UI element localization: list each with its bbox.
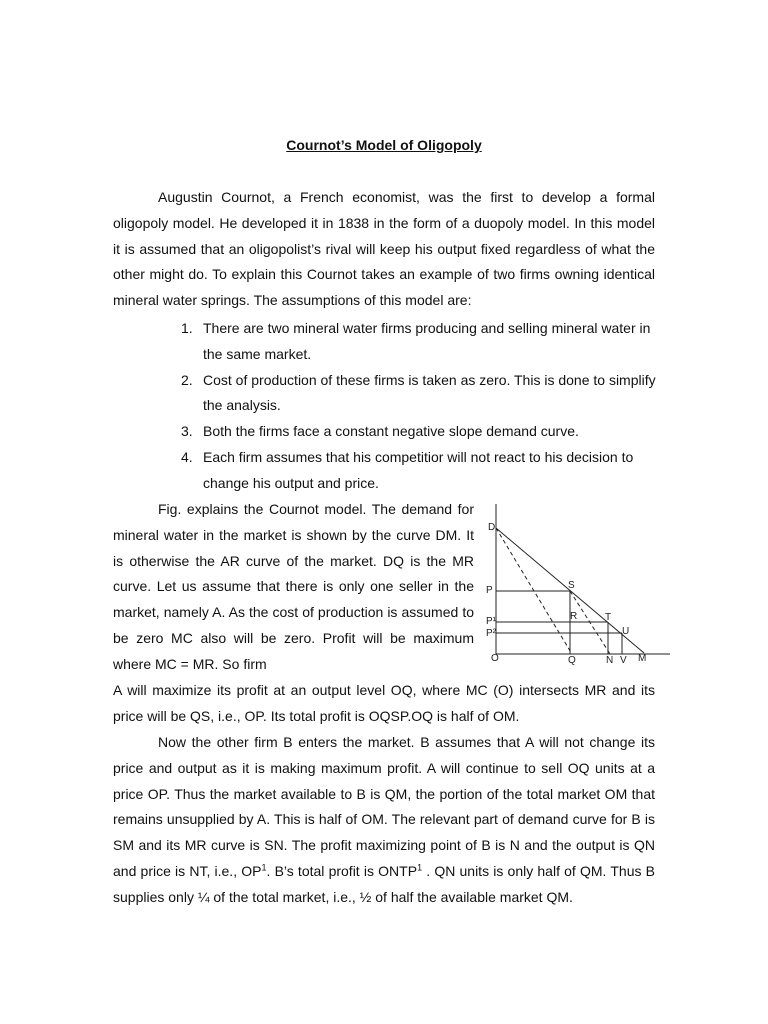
label-s: S (568, 580, 575, 591)
figure-paragraph-continued: A will maximize its profit at an output level OQ, where MC (O) intersects MR and its price will be QS, i.e., OP. Its total profit is OQSP.OQ is half of OM. (113, 682, 655, 724)
superscript: 1 (417, 862, 423, 873)
label-q: Q (568, 655, 576, 666)
list-text: Both the firms face a constant negative slope demand curve. (203, 423, 579, 440)
intro-paragraph (113, 185, 655, 314)
figure-paragraph-text: Fig. explains the Cournot model. The demand for mineral water in the market is shown by the curve DM. It is otherwise the AR curve of the market. DQ is the MR curve. Let us assume that there is only one seller in the market, namely A. As the cost of production is assumed to be zero MC also will be zero. Profit will be maximum where MC = MR. So firm (113, 501, 474, 672)
firm-b-text-2: . B’s total profit is ONTP (266, 862, 418, 879)
firm-b-paragraph (113, 730, 655, 911)
list-text: Each firm assumes that his competitior will not react to his decision to change his output and price. (203, 448, 634, 491)
list-number: 1. (181, 320, 193, 336)
page-title: Cournot’s Model of Oligopoly (286, 137, 482, 153)
list-number: 2. (181, 371, 193, 388)
label-d: D (488, 522, 496, 533)
list-item (181, 316, 656, 368)
list-item (181, 368, 656, 420)
figure-paragraph (113, 497, 474, 678)
label-v: V (620, 655, 627, 666)
list-item (181, 445, 656, 497)
cournot-diagram-svg (484, 500, 674, 668)
label-p: P (486, 585, 493, 596)
firm-b-text-1: Now the other firm B enters the market. B assumes that A will not change its price and output as it is making maximum profit. A will continue to sell OQ units at a price OP. Thus the market available to B is QM, the portion of the total market OM that remains unsupplied by A. This is half of OM. The relevant part of demand curve for B is SM and its MR curve is SN. The profit maximizing point of B is N and the output is QN and price is NT, i.e., OP (113, 734, 655, 879)
label-p1: P¹ (486, 616, 496, 627)
cournot-diagram (484, 500, 674, 668)
label-p2: P² (486, 628, 496, 639)
label-r: R (570, 611, 578, 622)
label-u: U (622, 626, 630, 637)
firm-b-text-3: . QN units is only half of QM. Thus B supplies only ¼ of the total market, i.e., ½ of half the available market QM. (113, 862, 655, 905)
label-o: O (491, 653, 499, 664)
list-text: Cost of production of these firms is taken as zero. This is done to simplify the analysis. (203, 371, 656, 414)
list-item (181, 419, 656, 445)
label-n: N (606, 655, 614, 666)
superscript: 1 (261, 862, 267, 873)
intro-text: Augustin Cournot, a French economist, was the first to develop a formal oligopoly model. He developed it in 1838 in the form of a duopoly model. In this model it is assumed that an oligopolist’s rival will keep his output fixed regardless of what the other might do. To explain this Cournot takes an example of two firms owning identical mineral water springs. The assumptions of this model are: (113, 189, 655, 309)
list-number: 3. (181, 423, 193, 440)
label-t: T (605, 612, 612, 623)
list-number: 4. (181, 448, 193, 465)
assumptions-list (181, 316, 656, 497)
list-text: There are two mineral water firms producing and selling mineral water in the same market. (203, 320, 651, 362)
label-m: M (638, 653, 647, 664)
